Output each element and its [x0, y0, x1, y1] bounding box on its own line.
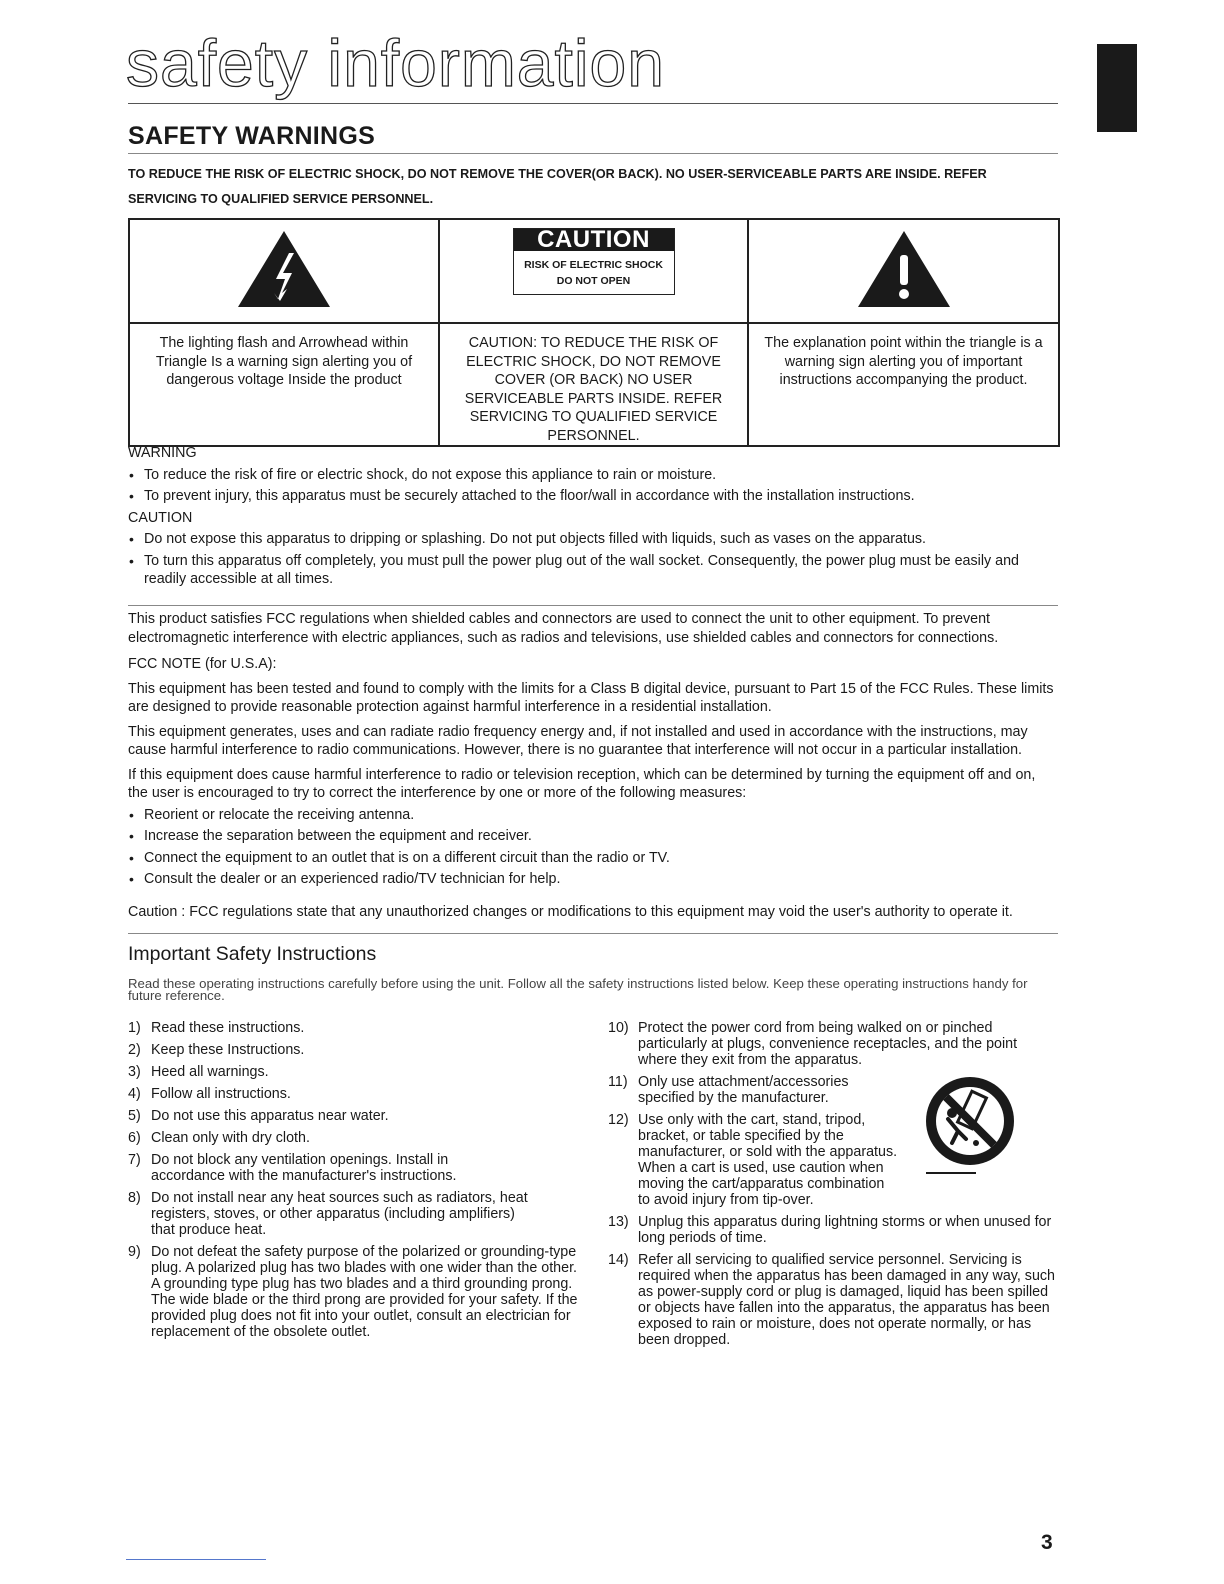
list-item: • To turn this apparatus off completely, you must pull the power plug out of the wall socket. Consequently, the power plug must be easily and readily accessible at all times.: [128, 552, 1058, 589]
warning-list: [128, 466, 1058, 506]
fcc-section: [128, 610, 1058, 921]
caution-list: [128, 530, 1058, 589]
section-tab-marker: [1097, 44, 1137, 132]
caution-label-cell: [439, 219, 748, 323]
warning-section: [128, 444, 1058, 589]
list-item: 8) Do not install near any heat sources such as radiators, heat registers, stoves, or other apparatus (including amplifiers) that produce heat.: [128, 1190, 528, 1238]
list-item: • Increase the separation between the equipment and receiver.: [128, 827, 1058, 846]
caution-label-box: [513, 228, 675, 295]
list-item: • To reduce the risk of fire or electric shock, do not expose this appliance to rain or moisture.: [128, 466, 1058, 485]
instructions-right-list: [608, 1020, 1058, 1354]
list-item: 2) Keep these Instructions.: [128, 1042, 305, 1058]
exclamation-description: The explanation point within the triangle is a warning sign alerting you of important instructions accompanying the product.: [748, 323, 1059, 446]
fcc-paragraph-1: This equipment has been tested and found to comply with the limits for a Class B digital device, pursuant to Part 15 of the FCC Rules. These limits are designed to provide reasonable protection against harmful interference in a residential installation.: [128, 680, 1054, 715]
cart-tip-over-warning-icon: [918, 1073, 1022, 1177]
list-item: 10) Protect the power cord from being walked on or pinched particularly at plugs, convenience receptacles, and the point where they exit from the apparatus.: [608, 1020, 1018, 1068]
list-item: 14) Refer all servicing to qualified service personnel. Servicing is required when the apparatus has been damaged in any way, such as power-supply cord or plug is damaged, liquid has been spilled or objects have fallen into the apparatus, the apparatus has been exposed to rain or moisture, does not operate normally, or has been dropped.: [608, 1252, 1056, 1348]
exclamation-symbol-cell: [748, 219, 1059, 323]
list-item: 12) Use only with the cart, stand, tripod, bracket, or table specified by the manufacturer, or sold with the apparatus. When a cart is used, use caution when moving the cart/apparatus combination to avoid injury from tip-over.: [608, 1112, 898, 1208]
list-item: • To prevent injury, this apparatus must be securely attached to the floor/wall in accordance with the installation instructions.: [128, 487, 1058, 506]
lightning-description: The lighting flash and Arrowhead within Triangle Is a warning sign alerting you of dangerous voltage Inside the product: [129, 323, 439, 446]
list-item: 5) Do not use this apparatus near water.: [128, 1108, 389, 1124]
list-item: 4) Follow all instructions.: [128, 1086, 291, 1102]
important-safety-title: Important Safety Instructions: [128, 943, 377, 965]
list-item: 13) Unplug this apparatus during lightning storms or when unused for long periods of time.: [608, 1214, 1052, 1246]
safety-warnings-heading: SAFETY WARNINGS: [128, 122, 376, 150]
warning-label: WARNING: [128, 445, 197, 461]
safety-warnings-intro: TO REDUCE THE RISK OF ELECTRIC SHOCK, DO NOT REMOVE THE COVER(OR BACK). NO USER-SERVICEABLE PARTS ARE INSIDE. REFER SERVICING TO QUALIFIED SERVICE PERSONNEL.: [128, 167, 987, 206]
list-item: 9) Do not defeat the safety purpose of the polarized or grounding-type plug. A polarized plug has two blades with one wider than the other. A grounding type plug has two blades and a third grounding prong. The wide blade or the third prong are provided for your safety. If the provided plug does not fit into your outlet, consult an electrician for replacement of the obsolete outlet.: [128, 1244, 578, 1340]
list-item: • Reorient or relocate the receiving antenna.: [128, 806, 1058, 825]
fcc-paragraph-2: This equipment generates, uses and can radiate radio frequency energy and, if not installed and used in accordance with the instructions, may cause harmful interference to radio communications. However, there is no guarantee that interference will not occur in a particular installation.: [128, 723, 1028, 758]
list-item: • Do not expose this apparatus to dripping or splashing. Do not put objects filled with liquids, such as vases on the apparatus.: [128, 530, 1058, 549]
footer-rule: [126, 1559, 266, 1560]
list-item: 6) Clean only with dry cloth.: [128, 1130, 310, 1146]
list-item: 11) Only use attachment/accessories specified by the manufacturer.: [608, 1074, 849, 1106]
fcc-caution-line: Caution : FCC regulations state that any unauthorized changes or modifications to this equipment may void the user's authority to operate it.: [128, 903, 1013, 920]
caution-label: CAUTION: [128, 509, 193, 526]
risk-electric-shock-text: RISK OF ELECTRIC SHOCK: [524, 258, 663, 271]
warning-symbols-table: [128, 218, 1060, 447]
fcc-shielded-text: This product satisfies FCC regulations when shielded cables and connectors are used to connect the unit to other equipment. To prevent electromagnetic interference with electric appliances, such as radios and televisions, use shielded cables and connectors for connections.: [128, 611, 999, 646]
instructions-left-list: [128, 1020, 578, 1346]
list-item: 1) Read these instructions.: [128, 1020, 305, 1036]
caution-label-heading: CAUTION: [514, 229, 674, 251]
page-number: 3: [1041, 1531, 1053, 1554]
list-item: 7) Do not block any ventilation openings. Install in accordance with the manufacturer's instructions.: [128, 1152, 457, 1184]
page-title: safety information: [126, 26, 665, 100]
fcc-note-label: FCC NOTE (for U.S.A):: [128, 656, 277, 672]
caution-description: CAUTION: TO REDUCE THE RISK OF ELECTRIC SHOCK, DO NOT REMOVE COVER (OR BACK) NO USER SERVICEABLE PARTS INSIDE. REFER SERVICING TO QUALIFIED SERVICE PERSONNEL.: [439, 323, 748, 446]
fcc-paragraph-3: If this equipment does cause harmful interference to radio or television reception, which can be determined by turning the equipment off and on, the user is encouraged to try to correct the interference by one or more of the following measures:: [128, 766, 1036, 801]
lightning-symbol-cell: [129, 219, 439, 323]
do-not-open-text: DO NOT OPEN: [556, 274, 631, 287]
list-item: 3) Heed all warnings.: [128, 1064, 269, 1080]
list-item: • Connect the equipment to an outlet that is on a different circuit than the radio or TV.: [128, 849, 1058, 868]
exclamation-warning-icon: [854, 227, 954, 309]
important-safety-intro: Read these operating instructions carefully before using the unit. Follow all the safety instructions listed below. Keep these operating instructions handy for future reference.: [128, 976, 1028, 1003]
list-item: • Consult the dealer or an experienced radio/TV technician for help.: [128, 870, 1058, 889]
title-rule: [128, 103, 1058, 104]
heading-rule: [128, 153, 1058, 154]
caution-label-text: [514, 251, 674, 294]
lightning-warning-icon: [234, 227, 334, 309]
section-divider: [128, 933, 1058, 934]
section-divider: [128, 605, 1058, 606]
fcc-measures-list: [128, 806, 1058, 889]
